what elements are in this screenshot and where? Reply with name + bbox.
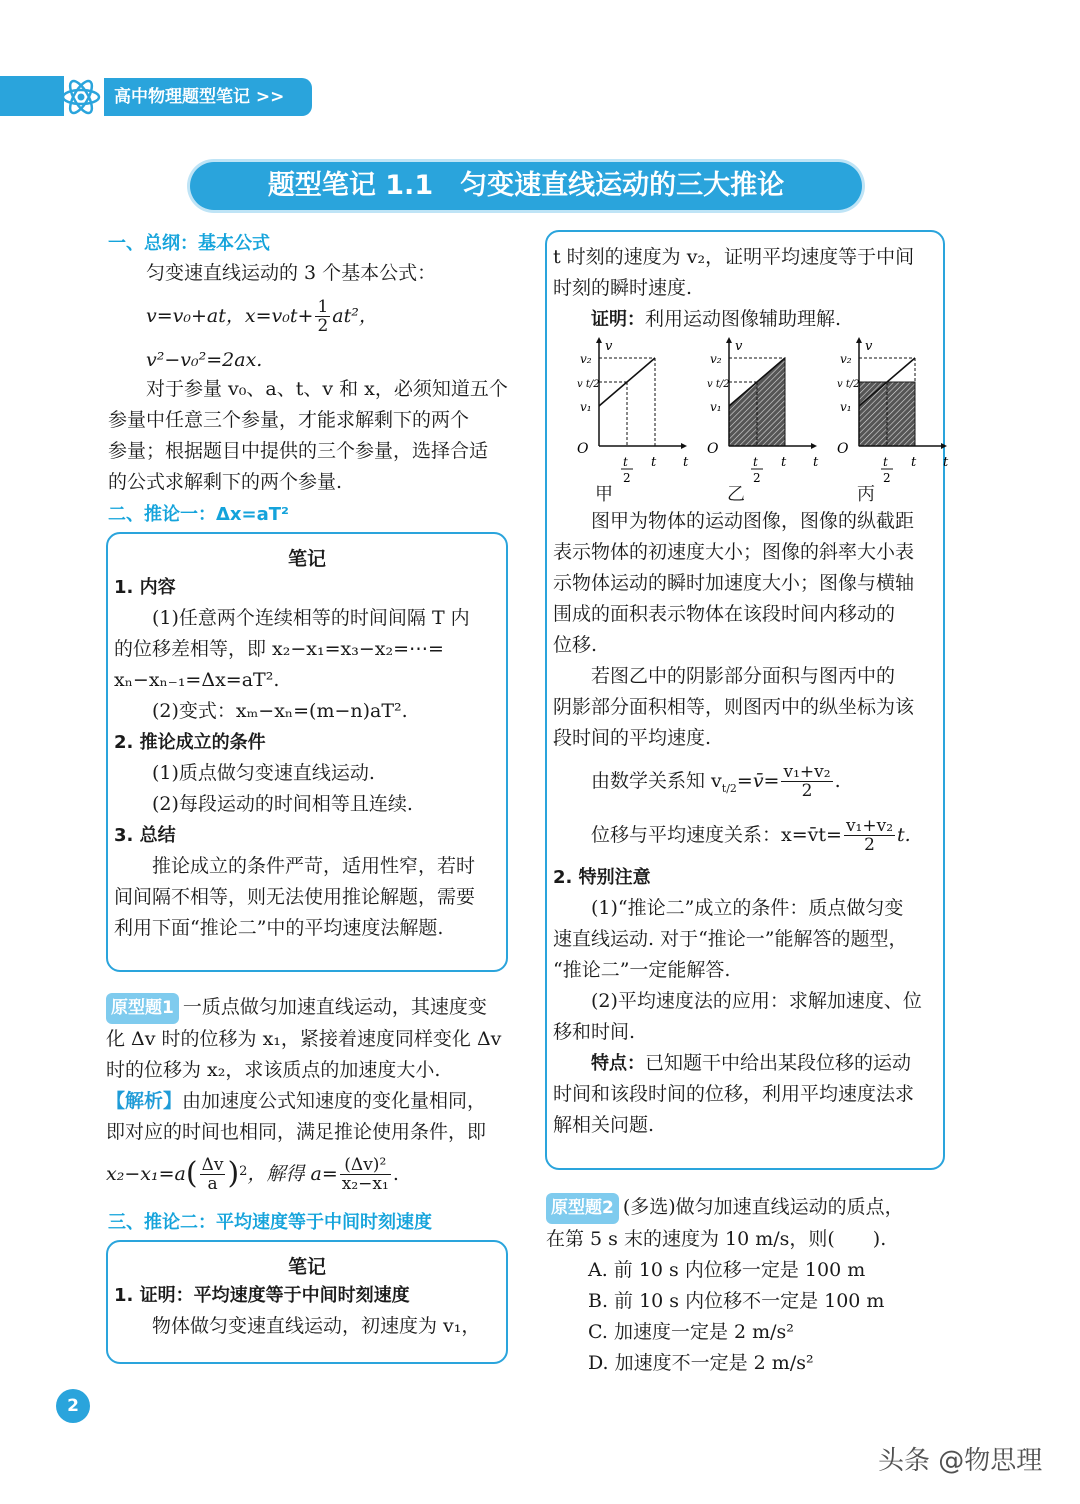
graph-2-label-half-num: t bbox=[753, 455, 758, 469]
formula-left: x₂−x₁=a bbox=[106, 1162, 186, 1185]
graph-3-label-v2: v₂ bbox=[840, 352, 852, 366]
note-title: 笔记 bbox=[287, 1256, 326, 1278]
graph-3-label-half-num: t bbox=[883, 455, 888, 469]
note-h2: 2. 推论成立的条件 bbox=[114, 732, 266, 753]
eq1-end: . bbox=[834, 769, 841, 792]
graph-1-label-half-den: 2 bbox=[623, 471, 631, 485]
explain-line: 表示物体的初速度大小；图像的斜率大小表 bbox=[553, 541, 915, 563]
option-a[interactable]: A. 前 10 s 内位移一定是 100 m bbox=[588, 1259, 866, 1281]
equation-1 bbox=[553, 754, 941, 808]
solution-tag: 【解析】 bbox=[106, 1090, 183, 1112]
frac-num: v₁+v₂ bbox=[845, 815, 894, 836]
sec1-paragraph bbox=[108, 374, 518, 498]
caution-line: “推论二”一定能解答. bbox=[553, 959, 731, 981]
note-title: 笔记 bbox=[287, 548, 326, 570]
graph-3-label-v1: v₁ bbox=[840, 400, 852, 414]
problem-2 bbox=[546, 1192, 956, 1379]
problem-1 bbox=[106, 992, 518, 1198]
frac-num: Δv bbox=[201, 1154, 224, 1175]
graph-3-label-origin: O bbox=[837, 441, 849, 457]
eq1-mid: =v̄= bbox=[736, 769, 780, 792]
note-h3: 3. 总结 bbox=[114, 825, 176, 846]
graph-3-label-v-axis: v bbox=[865, 339, 873, 354]
solution-formula bbox=[106, 1150, 518, 1198]
caution-line: (1)“推论二”成立的条件：质点做匀变 bbox=[591, 897, 904, 919]
frac-accel bbox=[340, 1156, 391, 1193]
page-number: 2 bbox=[56, 1389, 90, 1423]
atom-icon bbox=[60, 76, 102, 118]
eq1-frac bbox=[781, 763, 832, 800]
problem-2-tag: 原型题2 bbox=[546, 1193, 619, 1224]
graph-2-v-arrow bbox=[726, 337, 732, 343]
note-h1: 1. 内容 bbox=[114, 577, 176, 598]
graph-2-label-t: t bbox=[781, 455, 787, 470]
sec1-p-line: 参量中任意三个参量，才能求解剩下的两个 bbox=[108, 409, 470, 431]
problem-2-line: 在第 5 s 末的速度为 10 m/s，则( ). bbox=[546, 1228, 887, 1250]
note-box-continued bbox=[545, 230, 949, 1170]
frac-den: a bbox=[207, 1173, 218, 1194]
graph-1-v-arrow bbox=[596, 337, 602, 343]
explain2-line: 若图乙中的阴影部分面积与图丙中的 bbox=[591, 665, 896, 687]
graph-1-label-v1: v₁ bbox=[580, 400, 592, 414]
graph-1-label-v2: v₂ bbox=[580, 352, 592, 366]
eq1-left: 由数学关系知 v bbox=[591, 769, 722, 792]
graph-3-v-arrow bbox=[856, 337, 862, 343]
graph-3-label-t: t bbox=[911, 455, 917, 470]
proof-line: 时刻的瞬时速度. bbox=[553, 277, 693, 299]
graph-2-label-v2: v₂ bbox=[710, 352, 722, 366]
frac-num: 1 bbox=[317, 296, 329, 317]
exponent: 2 bbox=[239, 1164, 248, 1179]
graph-3-t-arrow bbox=[941, 443, 947, 449]
feature-line: 解相关问题. bbox=[553, 1114, 655, 1136]
option-d[interactable]: D. 加速度不一定是 2 m/s² bbox=[588, 1352, 814, 1374]
problem-1-tag: 原型题1 bbox=[106, 993, 179, 1024]
sec1-p-line: 参量；根据题目中提供的三个参量，选择合适 bbox=[108, 440, 489, 462]
problem-1-line: 化 Δv 时的位移为 x₁，紧接着速度同样变化 Δv bbox=[106, 1028, 502, 1050]
feature-line: 已知题干中给出某段位移的运动 bbox=[645, 1052, 912, 1074]
explain-line: 示物体运动的瞬时加速度大小；图像与横轴 bbox=[553, 572, 915, 594]
sec2-heading: 二、推论一：Δx=aT² bbox=[108, 504, 289, 525]
eq1-sub: t/2 bbox=[721, 781, 737, 795]
graph-1-label-origin: O bbox=[577, 441, 589, 457]
note-box-1 bbox=[106, 532, 508, 972]
graph-3-label-half-den: 2 bbox=[883, 471, 891, 485]
formula-mid: ，解得 a= bbox=[247, 1162, 338, 1185]
note-h1: 1. 证明：平均速度等于中间时刻速度 bbox=[114, 1285, 410, 1306]
eq2-end: t. bbox=[897, 823, 911, 846]
frac-dv-a bbox=[200, 1156, 226, 1193]
note-p1: 物体做匀变速直线运动，初速度为 v₁， bbox=[152, 1315, 481, 1337]
note-cond-line: (1)质点做匀变速直线运动. bbox=[152, 762, 375, 784]
formula-1a: v=v₀+at，x=v₀t+ bbox=[146, 304, 314, 327]
problem-1-line: 一质点做匀加速直线运动，其速度变 bbox=[182, 996, 487, 1018]
watermark: 头条 @物思理 bbox=[878, 1446, 1043, 1476]
frac-num: (Δv)² bbox=[340, 1156, 391, 1175]
feature-line: 时间和该段时间的位移，利用平均速度法求 bbox=[553, 1083, 915, 1105]
sec1-intro: 匀变速直线运动的 3 个基本公式： bbox=[146, 262, 437, 284]
sec3-heading: 三、推论二：平均速度等于中间时刻速度 bbox=[108, 1212, 432, 1233]
series-title: 高中物理题型笔记 >> bbox=[104, 78, 312, 116]
graph-2-label-v-axis: v bbox=[735, 339, 743, 354]
graph-caption-jia: 甲 bbox=[595, 484, 613, 505]
sec1-p-line: 的公式求解剩下的两个参量. bbox=[108, 471, 343, 493]
explain2-line: 段时间的平均速度. bbox=[553, 727, 712, 749]
solution-line: 由加速度公式知速度的变化量相同， bbox=[182, 1090, 487, 1112]
graph-2-label-origin: O bbox=[707, 441, 719, 457]
graph-2-t-arrow bbox=[811, 443, 817, 449]
header-bar bbox=[0, 76, 64, 116]
graph-1-label-vhalf: v t/2 bbox=[577, 379, 600, 390]
proof-label: 证明： bbox=[591, 309, 645, 330]
problem-1-line: 时的位移为 x₂，求该质点的加速度大小. bbox=[106, 1059, 441, 1081]
formula-end: . bbox=[392, 1162, 399, 1185]
graph-1-label-t: t bbox=[651, 455, 657, 470]
eq2-frac bbox=[844, 817, 895, 854]
frac-den: 2 bbox=[864, 834, 875, 855]
note-sum-line: 间间隔不相等，则无法使用推论解题，需要 bbox=[114, 886, 476, 908]
sec1-heading: 一、总纲：基本公式 bbox=[108, 233, 270, 254]
note-c1-line: xₙ−xₙ₋₁=Δx=aT². bbox=[114, 669, 280, 691]
option-b[interactable]: B. 前 10 s 内位移不一定是 100 m bbox=[588, 1290, 885, 1312]
option-c[interactable]: C. 加速度一定是 2 m/s² bbox=[588, 1321, 794, 1343]
note-cond-line: (2)每段运动的时间相等且连续. bbox=[152, 793, 413, 815]
frac-den: 2 bbox=[801, 780, 813, 801]
note-sum-line: 推论成立的条件严苛，适用性窄，若时 bbox=[152, 855, 476, 877]
caution-line: 速直线运动. 对于“推论一”能解答的题型， bbox=[553, 928, 908, 950]
graph-2-label-half-den: 2 bbox=[753, 471, 761, 485]
frac-half bbox=[315, 298, 330, 335]
frac-den: x₂−x₁ bbox=[341, 1173, 389, 1194]
note-h2: 2. 特别注意 bbox=[553, 867, 651, 888]
graph-3-label-vhalf: v t/2 bbox=[837, 379, 860, 390]
caution2-line: (2)平均速度法的应用：求解加速度、位 bbox=[591, 990, 922, 1012]
proof-text: 利用运动图像辅助理解. bbox=[645, 308, 842, 330]
frac-num: v₁+v₂ bbox=[783, 761, 831, 782]
equation-2 bbox=[553, 808, 941, 862]
solution-line: 即对应的时间也相同，满足推论使用条件，即 bbox=[106, 1121, 487, 1143]
note-c2: (2)变式：xₘ−xₙ=(m−n)aT². bbox=[152, 700, 408, 722]
explain-line: 围成的面积表示物体在该段时间内移动的 bbox=[553, 603, 896, 625]
formula-2: v²−v₀²=2ax. bbox=[146, 349, 263, 371]
graph-1-label-half-num: t bbox=[623, 455, 628, 469]
graph-3-label-t-axis: t bbox=[943, 455, 949, 470]
eq2-left: 位移与平均速度关系：x=v̄t= bbox=[591, 823, 842, 846]
graph-1-label-t-axis: t bbox=[683, 455, 689, 470]
paren-open: ( bbox=[185, 1156, 198, 1191]
graph-caption-bing: 丙 bbox=[857, 484, 875, 505]
graph-2-label-vhalf: v t/2 bbox=[707, 379, 730, 390]
note-c1-line: (1)任意两个连续相等的时间间隔 T 内 bbox=[152, 607, 470, 629]
frac-den: 2 bbox=[317, 315, 329, 336]
graph-1-label-v-axis: v bbox=[605, 339, 613, 354]
paren-close: ) bbox=[227, 1156, 240, 1191]
page-title: 题型笔记 1.1 匀变速直线运动的三大推论 bbox=[267, 170, 785, 201]
explain-line: 图甲为物体的运动图像，图像的纵截距 bbox=[591, 510, 915, 532]
note-sum-line: 利用下面“推论二”中的平均速度法解题. bbox=[114, 917, 444, 939]
graph-2-label-t-axis: t bbox=[813, 455, 819, 470]
problem-2-line: (多选)做匀加速直线运动的质点， bbox=[622, 1196, 904, 1218]
formula-1 bbox=[146, 294, 378, 338]
explain2-line: 阴影部分面积相等，则图丙中的纵坐标为该 bbox=[553, 696, 915, 718]
caution2-line: 移和时间. bbox=[553, 1021, 636, 1043]
note-box-2 bbox=[106, 1240, 508, 1364]
formula-1b: at²， bbox=[332, 304, 378, 327]
explain-line: 位移. bbox=[553, 634, 598, 656]
proof-line: t 时刻的速度为 v₂，证明平均速度等于中间 bbox=[553, 246, 915, 268]
feature-label: 特点： bbox=[591, 1053, 645, 1074]
graph-1-t-arrow bbox=[681, 443, 687, 449]
note-c1-line: 的位移差相等，即 x₂−x₁=x₃−x₂=⋯= bbox=[114, 638, 444, 660]
graph-2-label-v1: v₁ bbox=[710, 400, 722, 414]
sec1-p-line: 对于参量 v₀、a、t、v 和 x，必须知道五个 bbox=[146, 378, 508, 400]
graph-caption-yi: 乙 bbox=[727, 484, 745, 505]
